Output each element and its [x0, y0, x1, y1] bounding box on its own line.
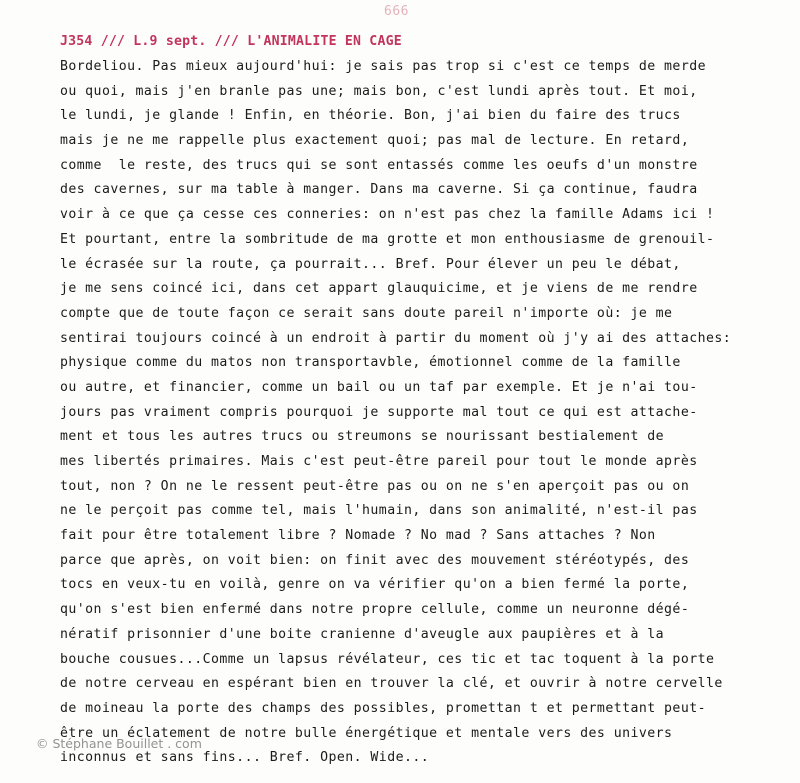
text-line: comme le reste, des trucs qui se sont entassés comme les oeufs d'un monstre — [60, 157, 698, 173]
text-line: fait pour être totalement libre ? Nomade ? No mad ? Sans attaches ? Non — [60, 528, 656, 544]
text-line: des cavernes, sur ma table à manger. Dans ma caverne. Si ça continue, faudra — [60, 182, 698, 198]
text-line: de notre cerveau en espérant bien en trouver la clé, et ouvrir à notre cervelle — [60, 676, 723, 692]
entry-header: J354 /// L.9 sept. /// L'ANIMALITE EN CAGE — [60, 34, 402, 49]
copyright-watermark: © Stéphane Bouillet . com — [36, 736, 202, 751]
text-line: je me sens coincé ici, dans cet appart glauquicime, et je viens de me rendre — [60, 281, 698, 297]
text-line: physique comme du matos non transportavble, émotionnel comme de la famille — [60, 355, 681, 371]
text-line: inconnus et sans fins... Bref. Open. Wide... — [60, 750, 430, 766]
text-line: tout, non ? On ne le ressent peut-être pas ou on ne s'en aperçoit pas ou on — [60, 478, 690, 494]
text-line: qu'on s'est bien enfermé dans notre propre cellule, comme un neuronne dégé- — [60, 602, 690, 618]
text-line: Et pourtant, entre la sombritude de ma grotte et mon enthousiasme de grenouil- — [60, 231, 715, 247]
text-line: le écrasée sur la route, ça pourrait... Bref. Pour élever un peu le débat, — [60, 256, 681, 272]
text-line: nératif prisonnier d'une boite cranienne d'aveugle aux paupières et à la — [60, 626, 665, 642]
text-line: parce que après, on voit bien: on finit avec des mouvement stéréotypés, des — [60, 552, 690, 568]
text-line: mes libertés primaires. Mais c'est peut-être pareil pour tout le monde après — [60, 454, 698, 469]
text-line: ne le perçoit pas comme tel, mais l'humain, dans son animalité, n'est-il pas — [60, 503, 698, 519]
text-line: le lundi, je glande ! Enfin, en théorie. Bon, j'ai bien du faire des trucs — [60, 108, 681, 124]
text-line: mais je ne me rappelle plus exactement quoi; pas mal de lecture. En retard, — [60, 133, 690, 149]
text-line: Bordeliou. Pas mieux aujourd'hui: je sais pas trop si c'est ce temps de merde — [60, 59, 706, 74]
entry-body — [60, 55, 780, 771]
page-number: 666 — [384, 4, 409, 19]
text-line: voir à ce que ça cesse ces conneries: on n'est pas chez la famille Adams ici ! — [60, 207, 715, 223]
text-line: ment et tous les autres trucs ou streumons se nourissant bestialement de — [60, 429, 665, 445]
text-line: compte que de toute façon ce serait sans doute pareil n'importe où: je me — [60, 305, 673, 321]
text-line: être un éclatement de notre bulle énergétique et mentale vers des univers — [60, 725, 673, 741]
text-line: de moineau la porte des champs des possibles, promettan t et permettant peut- — [60, 700, 706, 716]
text-line: tocs en veux-tu en voilà, genre on va vérifier qu'on a bien fermé la porte, — [60, 577, 690, 593]
text-line: ou quoi, mais j'en branle pas une; mais bon, c'est lundi après tout. Et moi, — [60, 83, 698, 99]
text-line: bouche cousues...Comme un lapsus révélateur, ces tic et tac toquent à la porte — [60, 651, 715, 667]
text-line: jours pas vraiment compris pourquoi je supporte mal tout ce qui est attache- — [60, 404, 698, 420]
text-line: sentirai toujours coincé à un endroit à partir du moment où j'y ai des attaches: — [60, 330, 732, 346]
text-line: ou autre, et financier, comme un bail ou un taf par exemple. Et je n'ai tou- — [60, 379, 698, 395]
